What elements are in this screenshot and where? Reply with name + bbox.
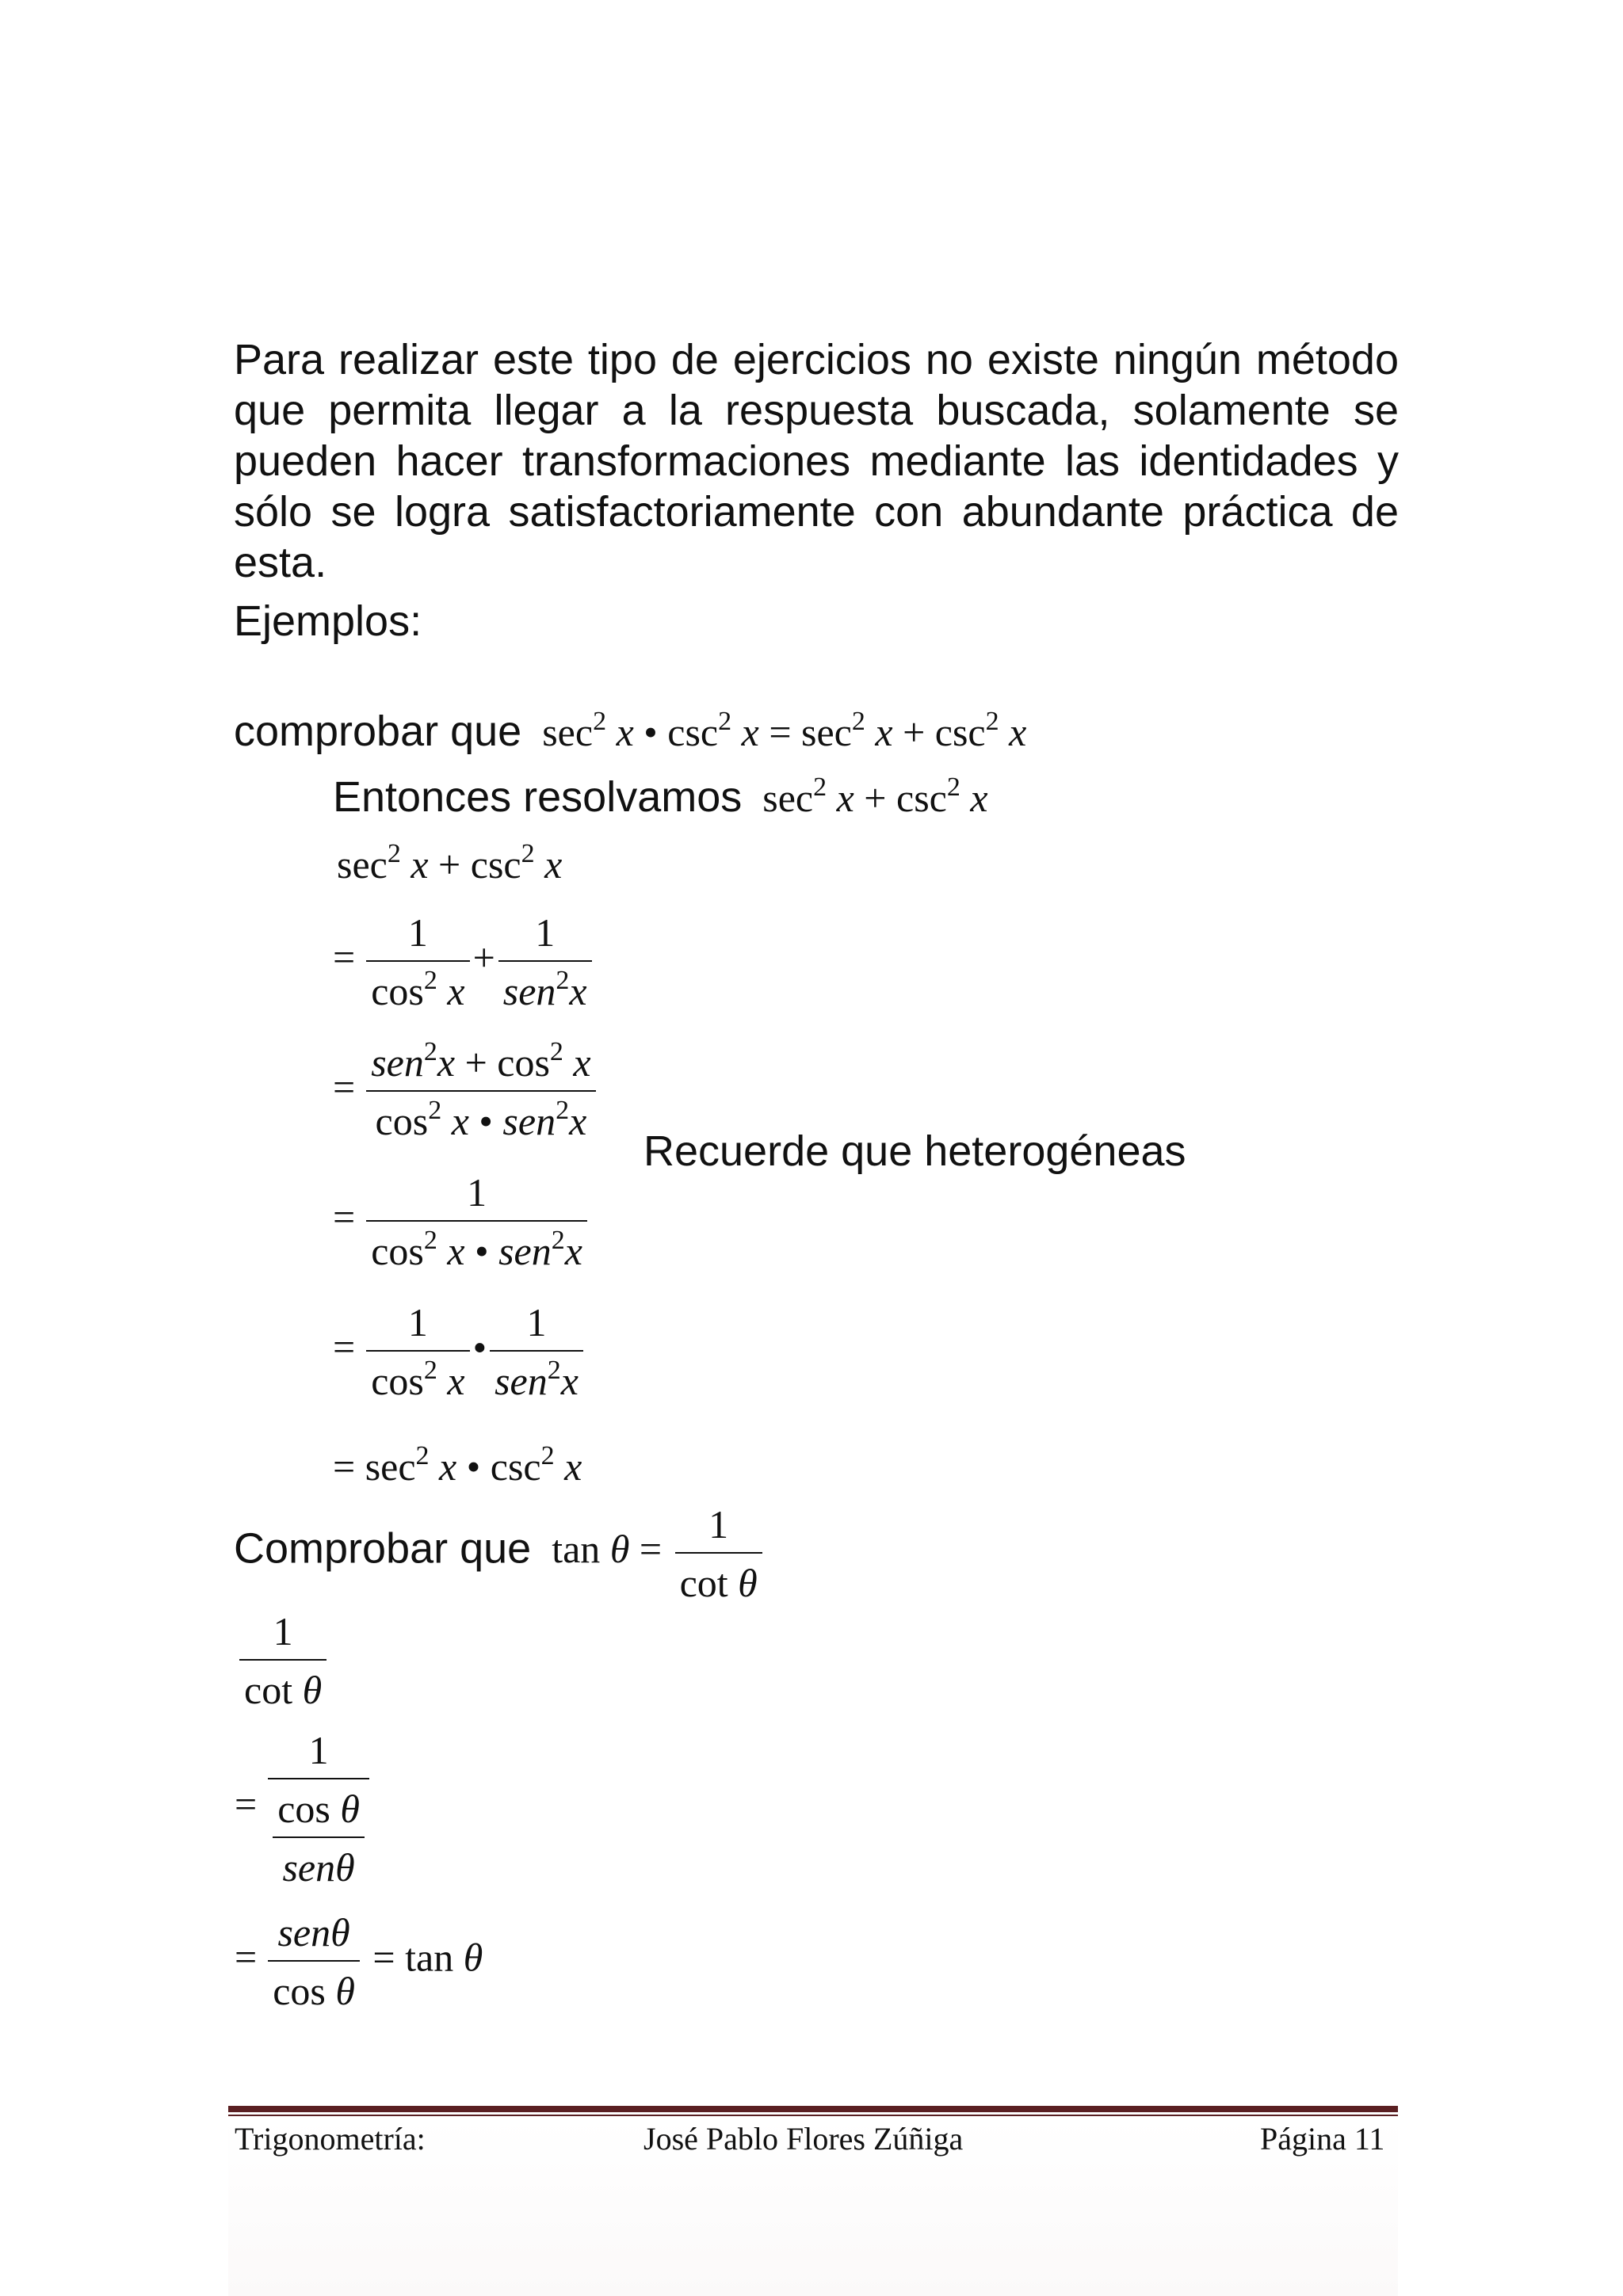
example2-identity: tan θ = $\frac{1}{\text{cot θ}}$ <box>542 1527 766 1571</box>
footer-left: Trigonometría: <box>235 2121 426 2157</box>
ex2-step-2: = $\frac{\text{senθ}}{\text{cos θ}}$ = tan θ <box>235 1910 483 2013</box>
examples-heading: Ejemplos: <box>234 597 422 645</box>
example1-resolve-expr: $\sec^2 x + \csc^2 x$ <box>752 772 988 820</box>
step-3: = $\frac{1}{\cos^2 x • sen^2x}$ <box>333 1169 590 1274</box>
example1-resolve-line <box>333 772 988 822</box>
footer-center: José Pablo Flores Zúñiga <box>643 2121 964 2157</box>
example1-identity: $\sec^2 x$ • $\csc^2 x = \sec^2 x + \csc^2 x$ <box>532 707 1027 754</box>
step-4: = $\frac{1}{\cos^2 x}$ • $\frac{1}{sen^2x}$ <box>333 1299 586 1404</box>
example2-statement <box>234 1501 766 1606</box>
step-2-note: Recuerde que heterogéneas <box>643 1127 1186 1175</box>
example1-resolve-label: Entonces resolvamos <box>333 773 743 821</box>
step-5: = $\sec^2 x$ • $\csc^2 x$ <box>333 1441 582 1489</box>
ex2-step-1: = $\frac{1}{\frac{\text{cos θ}}{\text{senθ}}}$ <box>235 1727 372 1890</box>
step-1: = $\frac{1}{\cos^2 x}$ + $\frac{1}{sen^2x}$ <box>333 910 595 1014</box>
example1-prompt: comprobar que <box>234 707 522 755</box>
footer-right: Página 11 <box>1260 2121 1385 2157</box>
step-0: $\sec^2 x + \csc^2 x$ <box>337 839 563 887</box>
footer-rule-thick <box>228 2106 1398 2112</box>
example2-prompt: Comprobar que <box>234 1524 532 1573</box>
footer-rule-thin <box>228 2115 1398 2116</box>
example1-statement <box>234 707 1026 756</box>
ex2-step-0: $\frac{1}{\text{cot θ}}$ <box>236 1608 330 1713</box>
step-2: = $\frac{sen^2x + \cos^2 x}{\cos^2 x • sen^2x}$ <box>333 1039 599 1144</box>
intro-paragraph: Para realizar este tipo de ejercicios no existe ningún método que permita llegar a la respuesta buscada, solamente se pueden hacer transformaciones mediante las identidades y sólo se logra satisfactoriamente con abundante práctica de esta. <box>234 336 1399 586</box>
